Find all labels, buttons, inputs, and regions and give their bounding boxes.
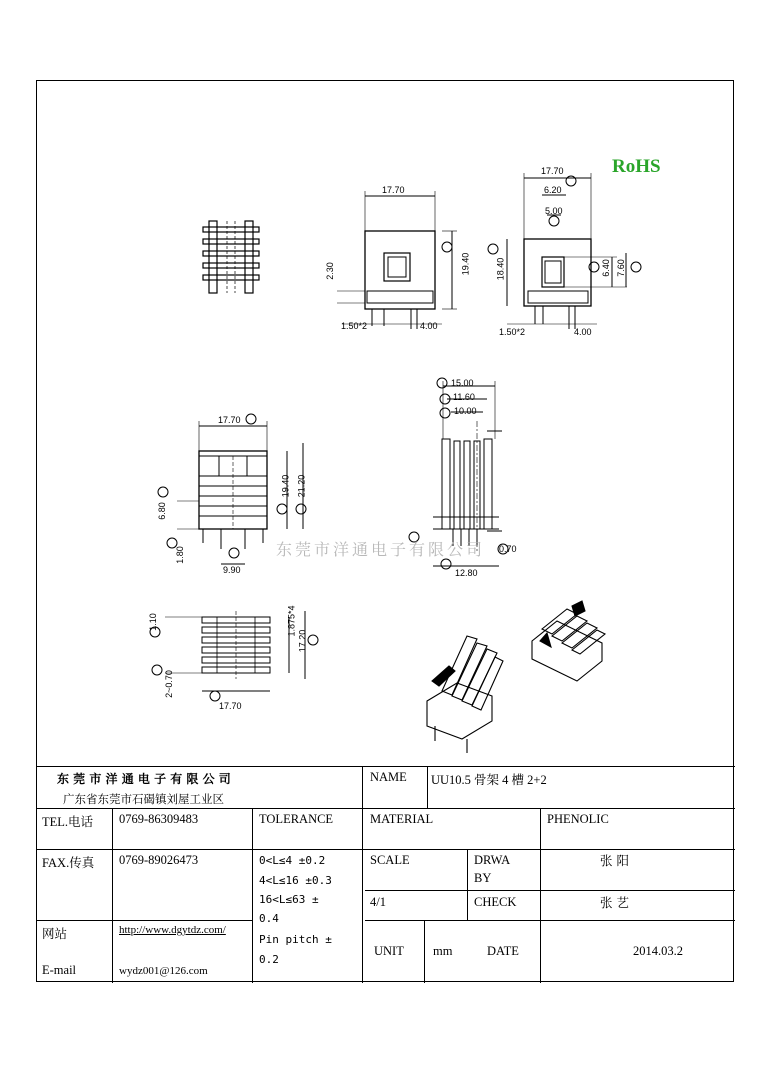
dim-elev-b: 6.80 [156,502,167,520]
tolerance-line-2: 4<L≤16 ±0.3 [259,874,332,887]
dim-side-j: 18.40 [495,257,506,281]
dim-front-pin-pitch: 1.50*2 [341,321,368,331]
fax-label: FAX.传真 [42,856,95,870]
front-view [337,191,457,329]
tolerance-line-5: Pin pitch ± [259,933,332,946]
dim-elev-d: 9.90 [223,565,241,575]
dim-plan-width: 17.70 [219,701,242,711]
dim-sect-pin: 0.70 [499,544,517,554]
dim-front-pin-spacing: 4.00 [420,321,438,331]
dim-sect-m: 15.00 [451,378,474,388]
material-value: PHENOLIC [547,812,609,826]
dim-plan-s: 1.10 [147,613,158,631]
title-block [37,766,735,983]
technical-drawing [37,81,735,766]
dim-side-k: 6.40 [600,259,611,277]
dim-sect-o: 10.00 [454,406,477,416]
date-label: DATE [487,944,519,958]
end-view-small [203,221,259,293]
dim-elev-width: 17.70 [218,415,241,425]
name-label: NAME [370,770,407,784]
company-name: 东 莞 市 洋 通 电 子 有 限 公 司 [57,772,231,786]
scale-value: 4/1 [370,895,386,909]
dim-front-height: 19.40 [460,252,471,276]
tolerance-label: TOLERANCE [259,812,334,826]
part-name: UU10.5 骨架 4 槽 2+2 [431,773,547,787]
drawn-by-label-1: DRWA [474,853,511,867]
date-value: 2014.03.2 [633,944,683,958]
dim-elev-e: 19.40 [280,474,291,498]
rohs-mark: RoHS [612,156,661,177]
dim-plan-v: 17.20 [297,629,308,653]
tel-value: 0769-86309483 [119,812,199,826]
watermark: 东莞市洋通电子有限公司 [276,540,486,559]
website-label: 网站 [42,926,68,941]
check-value: 张 艺 [600,895,629,910]
tolerance-line-3: 16<L≤63 ± [259,893,319,906]
dim-front-offset: 2.30 [324,262,335,280]
drawing-sheet [36,80,734,982]
dim-elev-f: 21.20 [296,474,307,498]
scale-label: SCALE [370,853,410,867]
dim-side-pin-pitch: 1.50*2 [499,327,526,337]
email-value: wydz001@126.com [119,965,208,977]
fax-value: 0769-89026473 [119,853,199,867]
dim-front-width: 17.70 [382,185,405,195]
side-view [488,173,641,329]
drawn-by-label-2: BY [474,871,492,885]
dim-plan-slot: 1.875*4 [286,605,297,637]
material-label: MATERIAL [370,812,434,826]
company-address: 广东省东莞市石碣镇刘屋工业区 [63,792,224,806]
email-label: E-mail [42,963,77,977]
dim-side-h: 6.20 [544,185,562,195]
check-label: CHECK [474,895,517,909]
dim-sect-q: 12.80 [455,568,478,578]
dim-side-l: 7.60 [615,259,626,277]
unit-value: mm [433,944,453,958]
tolerance-line-6: 0.2 [259,953,279,966]
website-link[interactable]: http://www.dgytdz.com/ [119,924,226,936]
isometric-view-left [427,636,503,753]
tel-label: TEL.电话 [42,815,94,829]
dim-side-pin-spacing: 4.00 [574,327,592,337]
dim-sect-n: 11.60 [453,392,475,402]
dim-side-i: 5.00 [545,206,563,216]
unit-label: UNIT [374,944,404,958]
dim-side-width: 17.70 [541,166,564,176]
tolerance-line-4: 0.4 [259,912,279,925]
tolerance-line-1: 0<L≤4 ±0.2 [259,854,326,867]
dim-plan-t: 2~0.70 [163,670,174,698]
dim-elev-c: 1.80 [174,546,185,564]
isometric-view-right [532,601,605,681]
drawn-by-value: 张 阳 [600,853,629,868]
